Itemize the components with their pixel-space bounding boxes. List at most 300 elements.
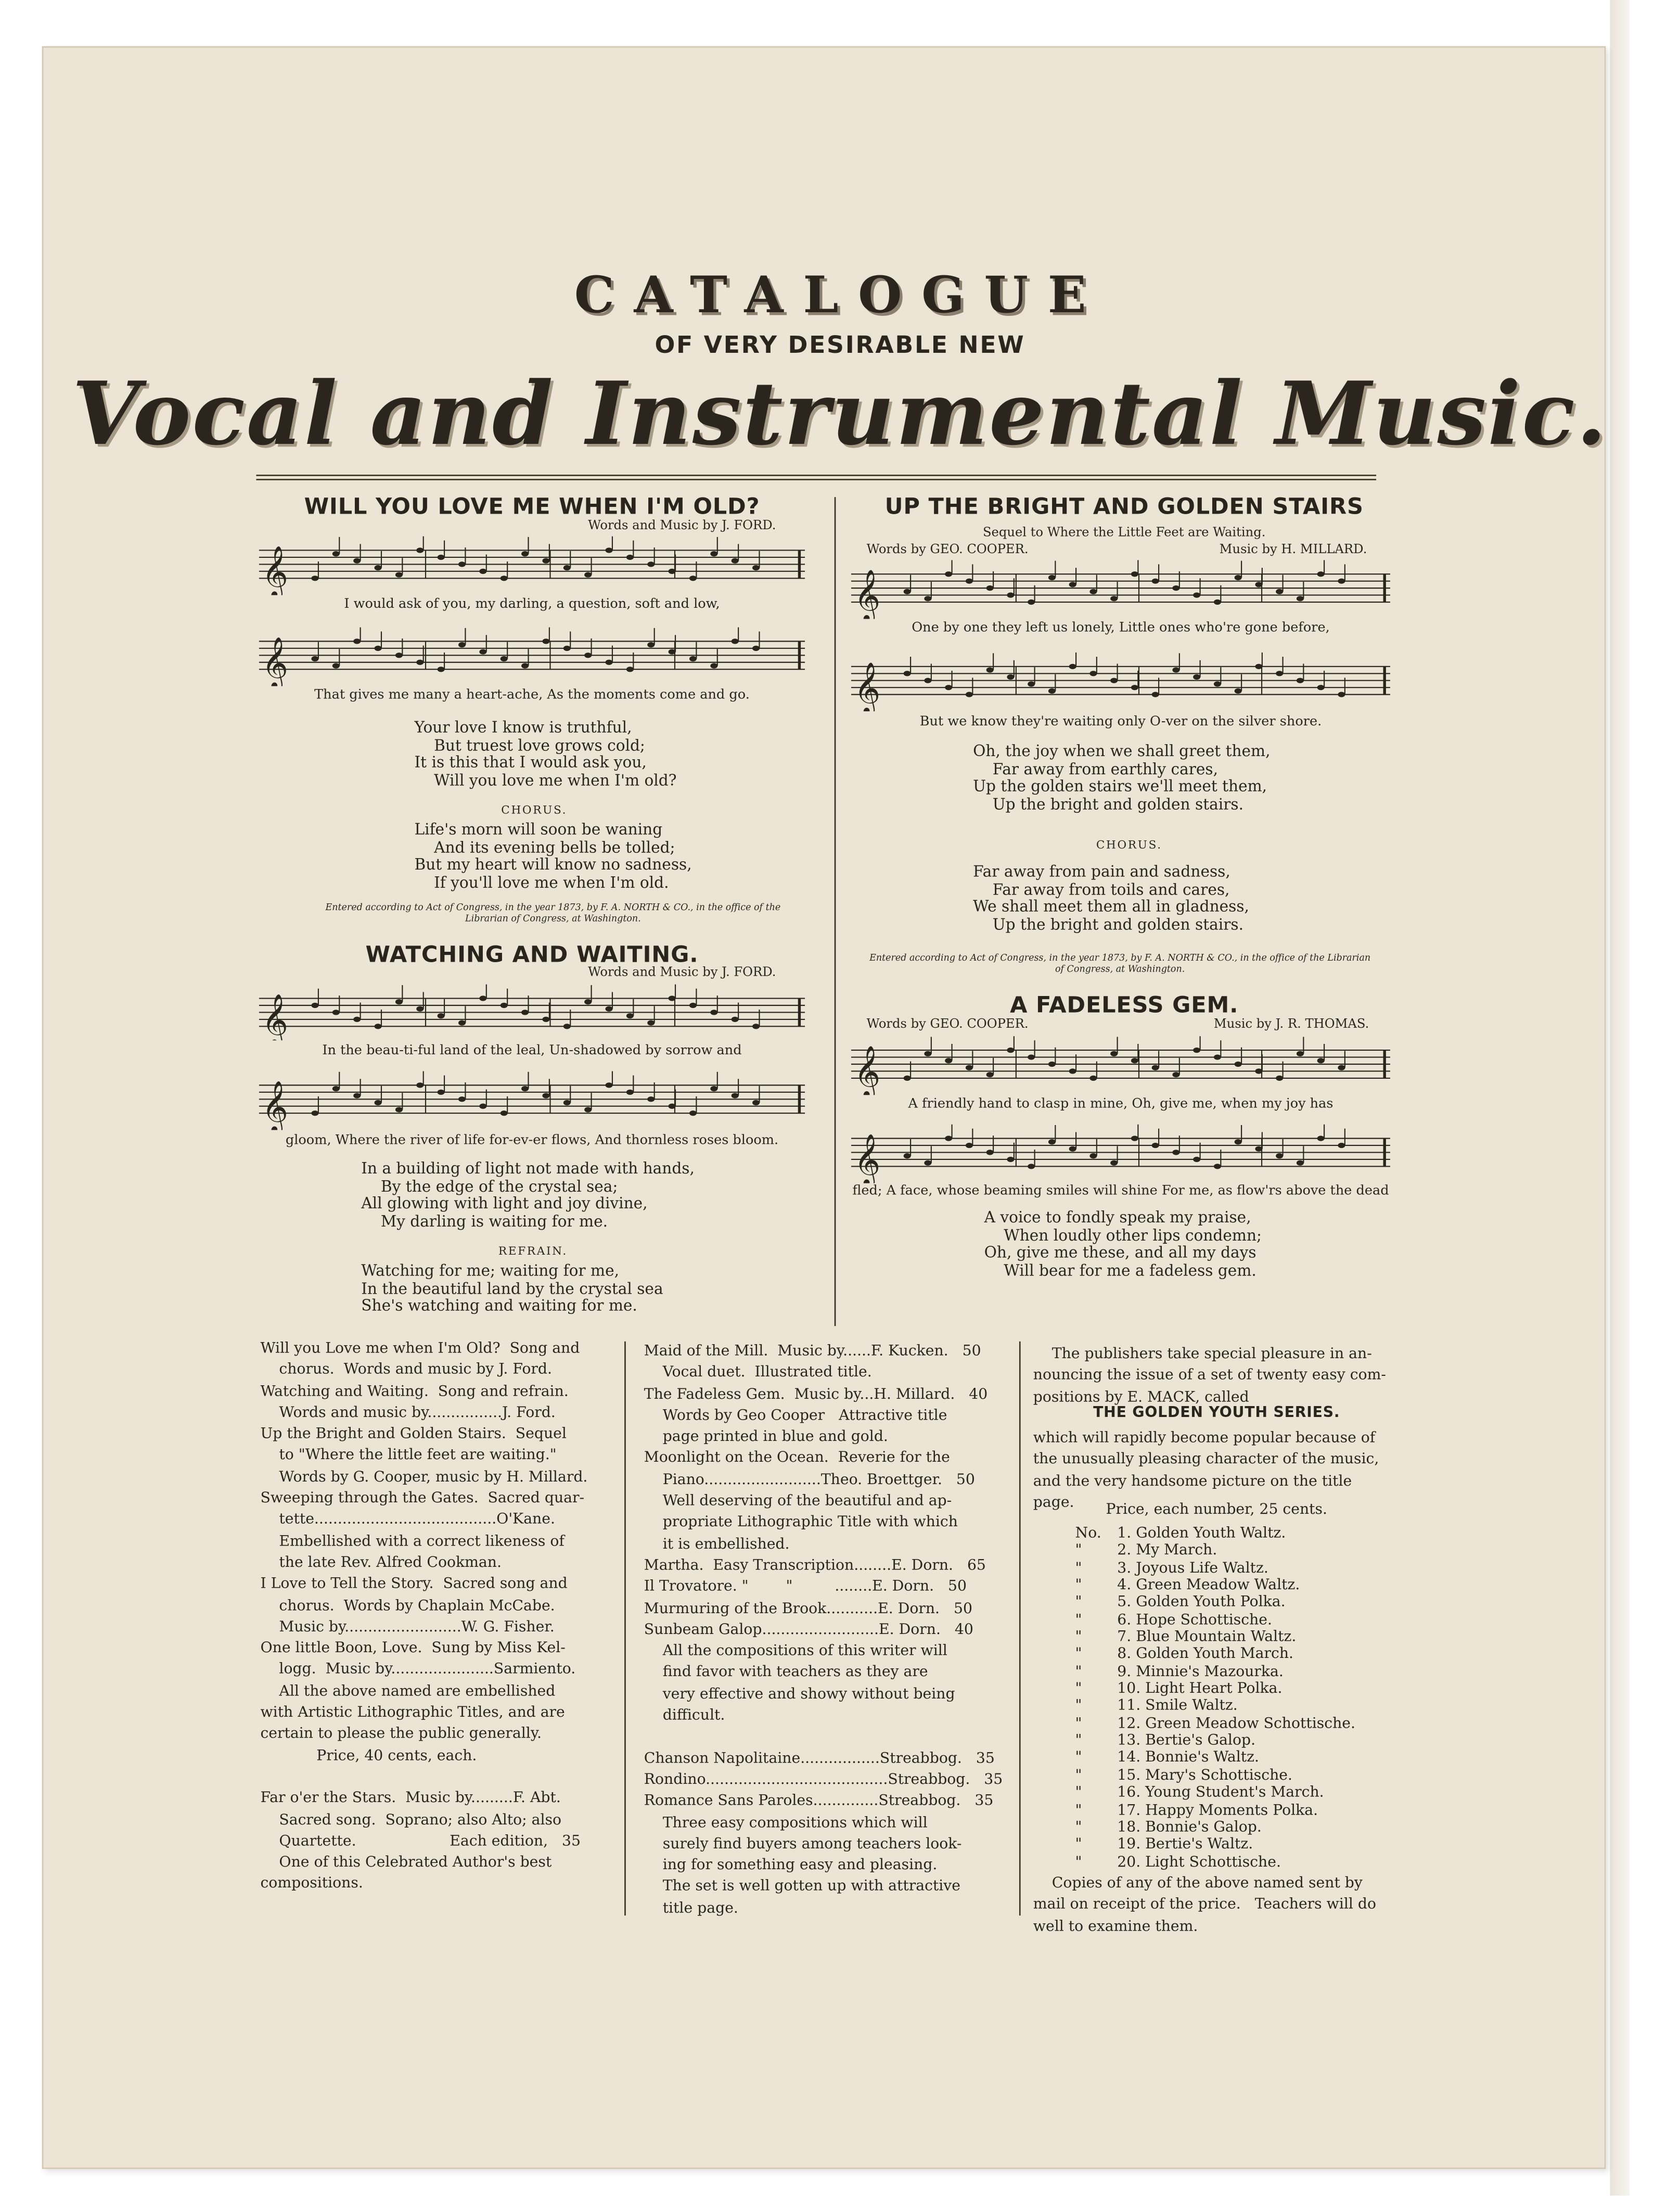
note-head — [689, 1110, 697, 1116]
catalog-line: Moonlight on the Ocean. Reverie for the — [644, 1450, 950, 1467]
catalogue-subtitle: OF VERY DESIRABLE NEW — [655, 331, 1025, 360]
note-head — [606, 1082, 613, 1088]
note-head — [626, 1090, 634, 1095]
note-head — [1110, 1160, 1118, 1166]
note-head — [1255, 1068, 1262, 1074]
note-head — [311, 1110, 318, 1116]
series-item-label: 11. Smile Waltz. — [1117, 1697, 1238, 1715]
note-head — [501, 1110, 508, 1116]
song-lyric-line: A friendly hand to clasp in mine, Oh, give me, when my joy has — [908, 1096, 1333, 1112]
note-head — [1152, 1143, 1159, 1148]
note-head — [966, 1065, 973, 1070]
note-head — [1235, 1139, 1242, 1144]
series-item-prefix: " — [1075, 1818, 1082, 1836]
note-head — [1089, 1076, 1097, 1081]
music-staff — [259, 627, 805, 686]
series-item — [1075, 1560, 1355, 1577]
catalog-line: Quartette. Each edition, 35 — [260, 1832, 581, 1850]
note-head — [945, 1136, 952, 1141]
note-head — [1110, 1051, 1118, 1056]
note-head — [479, 1104, 486, 1109]
note-head — [1276, 1153, 1283, 1158]
note-head — [1131, 1136, 1138, 1141]
note-head — [1152, 692, 1159, 697]
note-head — [710, 663, 717, 668]
note-head — [1297, 596, 1304, 601]
series-item — [1075, 1802, 1355, 1819]
song-title: UP THE BRIGHT AND GOLDEN STAIRS — [884, 493, 1364, 520]
catalog-line: Sacred song. Soprano; also Alto; also — [260, 1811, 562, 1828]
note-head — [689, 656, 697, 661]
catalog-line: it is embellished. — [644, 1535, 790, 1553]
series-item-prefix: " — [1075, 1680, 1082, 1697]
note-head — [732, 1017, 739, 1022]
catalog-line: Words by G. Cooper, music by H. Millard. — [260, 1469, 588, 1486]
note-head — [924, 596, 931, 601]
catalog-line: The publishers take special pleasure in an- — [1033, 1345, 1372, 1363]
series-item-prefix: " — [1075, 1732, 1082, 1750]
catalog-line: title page. — [644, 1899, 738, 1917]
series-item-label: 13. Bertie's Galop. — [1117, 1732, 1256, 1750]
song-lyric-line: One by one they left us lonely, Little ones who're gone before, — [912, 620, 1330, 636]
catalog-line: Price, 40 cents, each. — [260, 1747, 477, 1764]
catalog-line: Up the Bright and Golden Stairs. Sequel — [260, 1425, 567, 1443]
series-item-label: 12. Green Meadow Schottische. — [1117, 1715, 1355, 1732]
note-head — [1276, 589, 1283, 594]
catalog-line: All the above named are embellished — [260, 1682, 556, 1700]
series-item-label: 10. Light Heart Polka. — [1117, 1680, 1283, 1697]
catalog-divider-left — [624, 1342, 626, 1916]
note-head — [458, 561, 466, 567]
note-head — [669, 649, 676, 654]
note-head — [710, 1086, 717, 1091]
note-head — [1193, 1157, 1200, 1162]
note-head — [904, 589, 911, 594]
note-head — [1193, 1048, 1200, 1053]
note-head — [1172, 1150, 1179, 1155]
column-divider — [835, 497, 836, 1326]
music-staff — [259, 1071, 805, 1130]
series-item-prefix: " — [1075, 1784, 1082, 1801]
catalog-line: Maid of the Mill. Music by......F. Kucken. 50 — [644, 1343, 981, 1360]
note-head — [1338, 692, 1345, 697]
catalog-line — [260, 1767, 613, 1789]
note-head — [1089, 1153, 1097, 1158]
catalog-line: which will rapidly become popular because of — [1033, 1429, 1376, 1447]
catalog-line: surely find buyers among teachers look- — [644, 1835, 962, 1853]
song-chorus: Far away from pain and sadness, Far away from toils and cares, We shall meet them all in gladness, Up the bright and golden stairs. — [973, 862, 1249, 934]
music-staff — [259, 985, 805, 1041]
song-credit: Words and Music by J. FORD. — [588, 966, 776, 980]
series-item-prefix: " — [1075, 1594, 1082, 1611]
note-head — [563, 565, 571, 570]
note-head — [1089, 589, 1097, 594]
song-words-credit: Words by GEO. COOPER. — [866, 543, 1029, 557]
song-lyric-line: I would ask of you, my darling, a question, soft and low, — [344, 596, 720, 612]
note-head — [1235, 575, 1242, 580]
note-head — [904, 1076, 911, 1081]
note-head — [375, 1024, 382, 1029]
note-head — [311, 656, 318, 661]
note-head — [1028, 1164, 1035, 1169]
note-head — [438, 1013, 445, 1018]
series-item-prefix: " — [1075, 1836, 1082, 1853]
series-item-label: 4. Green Meadow Waltz. — [1117, 1576, 1300, 1594]
series-item — [1075, 1750, 1355, 1767]
note-head — [332, 551, 340, 556]
song-lyric-line: That gives me many a heart-ache, As the moments come and go. — [314, 687, 750, 703]
note-head — [626, 555, 634, 560]
note-head — [986, 585, 994, 591]
series-item-label: 14. Bonnie's Waltz. — [1117, 1750, 1260, 1767]
series-item-prefix: " — [1075, 1645, 1082, 1663]
catalog-line: Far o'er the Stars. Music by.........F. Abt. — [260, 1790, 561, 1807]
song-title: A FADELESS GEM. — [1010, 991, 1239, 1018]
series-item-prefix: " — [1075, 1715, 1082, 1732]
note-head — [924, 678, 931, 683]
series-item-label: 19. Bertie's Waltz. — [1117, 1836, 1253, 1853]
series-title: THE GOLDEN YOUTH SERIES. — [1093, 1404, 1340, 1422]
note-head — [689, 1003, 697, 1008]
catalog-line: well to examine them. — [1033, 1918, 1198, 1935]
note-head — [986, 1150, 994, 1155]
note-head — [966, 579, 973, 584]
note-head — [1152, 1065, 1159, 1070]
note-head — [606, 660, 613, 665]
note-head — [1172, 585, 1179, 591]
series-footer — [1033, 1873, 1400, 1937]
note-head — [606, 547, 613, 553]
note-head — [752, 1100, 760, 1105]
song-sequel-note: Sequel to Where the Little Feet are Waiting. — [982, 526, 1266, 541]
series-item-prefix: " — [1075, 1697, 1082, 1715]
song-verse: A voice to fondly speak my praise, When loudly other lips condemn; Oh, give me these, and all my days Will bear for me a fadeless gem. — [984, 1208, 1262, 1280]
series-list — [1075, 1525, 1355, 1870]
note-head — [563, 1024, 571, 1029]
music-staff — [259, 537, 805, 595]
catalog-column-left — [260, 1338, 613, 1895]
catalogue-title: Vocal and Instrumental Music. — [72, 362, 1608, 465]
note-head — [1028, 599, 1035, 605]
catalog-line: positions by E. MACK, called — [1033, 1388, 1249, 1406]
song-lyric-line: In the beau-ti-ful land of the leal, Un-shadowed by sorrow and — [322, 1043, 742, 1059]
note-head — [1028, 1054, 1035, 1059]
note-head — [479, 569, 486, 574]
note-head — [669, 995, 676, 1001]
song-title: WILL YOU LOVE ME WHEN I'M OLD? — [304, 493, 760, 520]
note-head — [1007, 592, 1014, 597]
note-head — [521, 1010, 529, 1015]
catalog-line: difficult. — [644, 1707, 725, 1724]
treble-clef-icon: 𝄞 — [262, 636, 289, 686]
note-head — [501, 1003, 508, 1008]
note-head — [626, 667, 634, 672]
staff-drawing — [259, 627, 805, 686]
note-head — [375, 565, 382, 570]
note-head — [710, 1010, 717, 1015]
note-head — [353, 558, 361, 564]
note-head — [563, 1100, 571, 1105]
catalog-line: to "Where the little feet are waiting." — [260, 1447, 557, 1464]
note-head — [1048, 688, 1056, 694]
note-head — [1069, 664, 1076, 669]
staff-drawing — [851, 560, 1390, 619]
note-head — [1048, 1139, 1056, 1144]
series-item-label: 6. Hope Schottische. — [1117, 1611, 1273, 1628]
series-item — [1075, 1594, 1355, 1611]
series-item — [1075, 1646, 1355, 1663]
catalog-line: Rondino.......................................Streabbog. 35 — [644, 1771, 1003, 1788]
series-item — [1075, 1836, 1355, 1853]
note-head — [1193, 674, 1200, 680]
note-head — [479, 649, 486, 654]
catalog-line: All the compositions of this writer will — [644, 1642, 947, 1660]
series-item-prefix: " — [1075, 1853, 1082, 1870]
note-head — [521, 551, 529, 556]
catalog-line: nouncing the issue of a set of twenty easy com- — [1033, 1367, 1386, 1384]
note-head — [945, 571, 952, 577]
note-head — [1131, 685, 1138, 690]
note-head — [395, 572, 403, 577]
note-head — [1317, 1058, 1325, 1063]
treble-clef-icon: 𝄞 — [854, 1133, 881, 1183]
note-head — [438, 667, 445, 672]
note-head — [1007, 674, 1014, 680]
note-head — [752, 646, 760, 651]
note-head — [647, 1096, 655, 1102]
series-item-label: 8. Golden Youth March. — [1117, 1645, 1294, 1663]
staff-drawing — [851, 1125, 1390, 1183]
note-head — [732, 1093, 739, 1098]
note-head — [945, 1058, 952, 1063]
series-item — [1075, 1784, 1355, 1801]
note-head — [584, 572, 592, 577]
refrain-label: REFRAIN. — [498, 1245, 568, 1258]
header-rule-top — [256, 475, 1376, 476]
chorus-label: CHORUS. — [1096, 838, 1162, 852]
series-item-prefix: No. — [1075, 1525, 1101, 1542]
music-staff — [851, 1125, 1390, 1183]
note-head — [1152, 579, 1159, 584]
header-rule-bottom — [256, 479, 1376, 480]
song-lyric-line: gloom, Where the river of life for-ev-er flows, And thornless roses bloom. — [285, 1132, 779, 1148]
catalog-line: Well deserving of the beautiful and ap- — [644, 1492, 952, 1510]
note-head — [332, 1010, 340, 1015]
series-item — [1075, 1732, 1355, 1750]
note-head — [1028, 681, 1035, 686]
catalog-line: Copies of any of the above named sent by — [1033, 1874, 1363, 1892]
song-title: WATCHING AND WAITING. — [365, 941, 699, 968]
note-head — [542, 558, 549, 564]
staff-drawing — [259, 985, 805, 1041]
song-lyric-line: But we know they're waiting only O-ver on the silver shore. — [919, 714, 1322, 730]
note-head — [1255, 582, 1262, 587]
catalog-line: certain to please the public generally. — [260, 1725, 542, 1743]
series-item-prefix: " — [1075, 1663, 1082, 1680]
note-head — [542, 1093, 549, 1098]
catalog-line: One little Boon, Love. Sung by Miss Kel- — [260, 1640, 566, 1657]
song-chorus: Life's morn will soon be waning And its evening bells be tolled; But my heart will know no sadness, If you'll love me when I'm old. — [414, 820, 692, 891]
catalog-line: Embellished with a correct likeness of — [260, 1533, 565, 1550]
note-head — [986, 667, 994, 672]
song-verse: Your love I know is truthful, But truest love grows cold; It is this that I would ask you, Will you love me when I'm old? — [414, 718, 677, 789]
note-head — [458, 1020, 466, 1026]
treble-clef-icon: 𝄞 — [854, 569, 881, 619]
note-head — [752, 565, 760, 570]
treble-clef-icon: 𝄞 — [262, 993, 289, 1041]
series-item-prefix: " — [1075, 1559, 1082, 1576]
note-head — [1131, 1058, 1138, 1063]
catalog-line: mail on receipt of the price. Teachers will do — [1033, 1896, 1377, 1913]
note-head — [311, 1003, 318, 1008]
note-head — [521, 663, 529, 668]
staff-drawing — [259, 1071, 805, 1130]
song-lyric-line: fled; A face, whose beaming smiles will shine For me, as flow'rs above the dead — [852, 1183, 1389, 1199]
note-head — [542, 1017, 549, 1022]
note-head — [479, 995, 486, 1001]
series-item-label: 17. Happy Moments Polka. — [1117, 1801, 1318, 1819]
catalog-line: The set is well gotten up with attractive — [644, 1878, 961, 1895]
note-head — [1317, 571, 1325, 577]
series-item — [1075, 1629, 1355, 1646]
series-item-prefix: " — [1075, 1801, 1082, 1819]
catalog-line: chorus. Words by Chaplain McCabe. — [260, 1597, 555, 1614]
chorus-label: CHORUS. — [501, 803, 568, 816]
staff-drawing — [851, 1036, 1390, 1095]
song-refrain: Watching for me; waiting for me, In the beautiful land by the crystal sea She's watching and waiting for me. — [361, 1261, 663, 1315]
catalog-line: Vocal duet. Illustrated title. — [644, 1364, 872, 1381]
song-words-credit: Words by GEO. COOPER. — [866, 1018, 1029, 1032]
note-head — [1338, 1143, 1345, 1148]
staff-drawing — [851, 653, 1390, 711]
note-head — [1235, 688, 1242, 694]
series-item-prefix: " — [1075, 1611, 1082, 1628]
note-head — [945, 685, 952, 690]
note-head — [1007, 1048, 1014, 1053]
binding-edge — [1610, 0, 1630, 2195]
series-item — [1075, 1680, 1355, 1697]
treble-clef-icon: 𝄞 — [262, 1080, 289, 1130]
song-verse: In a building of light not made with hands, By the edge of the crystal sea; All glowing with light and joy divine, My darling is waiting for me. — [361, 1159, 695, 1230]
music-staff — [851, 1036, 1390, 1095]
catalog-line: Watching and Waiting. Song and refrain. — [260, 1383, 569, 1400]
series-item — [1075, 1542, 1355, 1559]
note-head — [1235, 1062, 1242, 1067]
note-head — [1110, 678, 1118, 683]
note-head — [732, 558, 739, 564]
note-head — [1089, 671, 1097, 676]
note-head — [924, 1051, 931, 1056]
catalog-line: page printed in blue and gold. — [644, 1428, 888, 1446]
note-head — [395, 653, 403, 658]
note-head — [689, 576, 697, 581]
note-head — [458, 1096, 466, 1102]
series-item — [1075, 1715, 1355, 1732]
series-item — [1075, 1611, 1355, 1628]
catalog-divider-right — [1019, 1342, 1021, 1916]
note-head — [1276, 1076, 1283, 1081]
song-music-credit: Music by H. MILLARD. — [1219, 543, 1367, 557]
catalog-line: logg. Music by......................Sarmiento. — [260, 1661, 576, 1678]
series-item — [1075, 1697, 1355, 1715]
note-head — [501, 656, 508, 661]
note-head — [1214, 599, 1221, 605]
catalog-line: The Fadeless Gem. Music by...H. Millard. 40 — [644, 1385, 988, 1403]
note-head — [1048, 575, 1056, 580]
series-item — [1075, 1819, 1355, 1836]
note-head — [375, 646, 382, 651]
series-item-label: 5. Golden Youth Polka. — [1117, 1594, 1286, 1611]
note-head — [647, 1020, 655, 1026]
series-item — [1075, 1525, 1355, 1542]
catalog-line: and the very handsome picture on the title — [1033, 1472, 1352, 1489]
catalog-line: One of this Celebrated Author's best — [260, 1854, 552, 1871]
series-item-label: 15. Mary's Schottische. — [1117, 1767, 1293, 1784]
note-head — [966, 1143, 973, 1148]
note-head — [332, 663, 340, 668]
note-head — [1255, 664, 1262, 669]
catalog-line: Will you Love me when I'm Old? Song and — [260, 1340, 580, 1357]
series-item-label: 2. My March. — [1117, 1542, 1217, 1559]
series-item-prefix: " — [1075, 1750, 1082, 1767]
note-head — [904, 1153, 911, 1158]
series-item-label: 18. Bonnie's Galop. — [1117, 1818, 1262, 1836]
note-head — [353, 1093, 361, 1098]
note-head — [438, 1090, 445, 1095]
note-head — [521, 1086, 529, 1091]
staff-drawing — [259, 537, 805, 595]
note-head — [966, 692, 973, 697]
note-head — [1069, 1068, 1076, 1074]
note-head — [332, 1086, 340, 1091]
catalog-line: compositions. — [260, 1875, 363, 1893]
note-head — [1317, 1136, 1325, 1141]
note-head — [904, 671, 911, 676]
series-item — [1075, 1767, 1355, 1784]
note-head — [1297, 1160, 1304, 1166]
catalog-line: Sunbeam Galop.........................E. Dorn. 40 — [644, 1621, 973, 1638]
catalog-line: with Artistic Lithographic Titles, and are — [260, 1704, 565, 1721]
song-verse: Oh, the joy when we shall greet them, Far away from earthly cares, Up the golden stairs we'll meet them, Up the bright and golden stairs. — [973, 742, 1271, 813]
catalogue-heading: CATALOGUE — [574, 266, 1106, 325]
catalog-line: Chanson Napolitaine.................Streabbog. 35 — [644, 1750, 995, 1767]
series-announcement — [1033, 1344, 1400, 1408]
note-head — [1131, 571, 1138, 577]
note-head — [752, 1024, 760, 1029]
series-item-prefix: " — [1075, 1767, 1082, 1784]
music-staff — [851, 560, 1390, 619]
series-price: Price, each number, 25 cents. — [1106, 1501, 1328, 1518]
note-head — [669, 1104, 676, 1109]
note-head — [416, 1006, 424, 1012]
catalog-line: Romance Sans Paroles..............Streabbog. 35 — [644, 1792, 994, 1810]
treble-clef-icon: 𝄞 — [854, 661, 881, 711]
catalog-line — [644, 1727, 1011, 1748]
note-head — [647, 642, 655, 647]
note-head — [1214, 681, 1221, 686]
note-head — [311, 576, 318, 581]
note-head — [1297, 1051, 1304, 1056]
note-head — [1338, 1065, 1345, 1070]
catalog-line: I Love to Tell the Story. Sacred song and — [260, 1575, 568, 1593]
note-head — [1110, 596, 1118, 601]
note-head — [501, 576, 508, 581]
catalog-line: Three easy compositions which will — [644, 1814, 928, 1831]
series-item — [1075, 1577, 1355, 1594]
note-head — [395, 1107, 403, 1112]
catalog-line: the late Rev. Alfred Cookman. — [260, 1554, 502, 1571]
catalog-line: Words by Geo Cooper Attractive title — [644, 1407, 947, 1424]
